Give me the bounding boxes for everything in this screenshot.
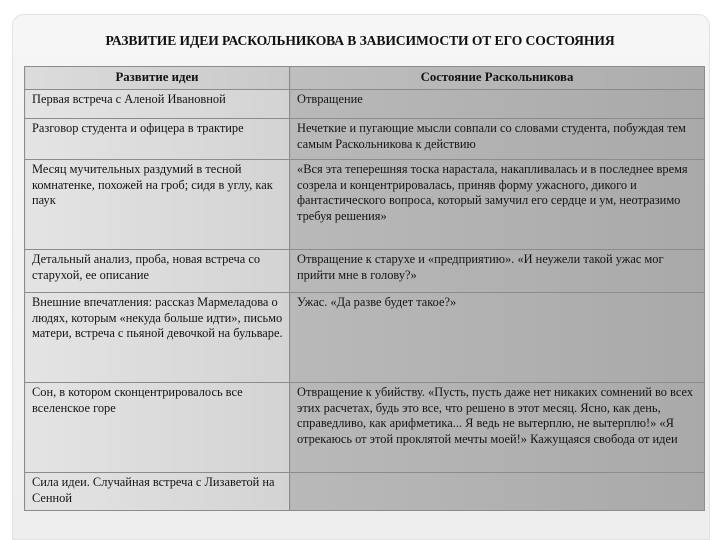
state-cell: Отвращение к старухе и «предприятию». «И неужели такой ужас мог прийти мне в голову?»: [290, 250, 705, 293]
state-cell: Отвращение к убийству. «Пусть, пусть даже нет никаких сомнений во всех этих расчетах, будь это все, что решено в этот месяц. Ясно, как день, справедливо, как арифметика... Я ведь не вытерплю, не вытерплю!» «Я отрекаюсь от этой проклятой мечты моей!» Кажущаяся свобода от идеи: [290, 383, 705, 473]
idea-cell: Сон, в котором сконцентрировалось все вселенское горе: [25, 383, 290, 473]
table-row: [25, 160, 705, 250]
table-row: [25, 90, 705, 119]
state-cell: Отвращение: [290, 90, 705, 119]
idea-cell: Сила идеи. Случайная встреча с Лизаветой на Сенной: [25, 473, 290, 511]
state-cell: [290, 473, 705, 511]
table-header-row: [25, 67, 705, 90]
ideas-table: [24, 66, 705, 511]
state-cell: «Вся эта теперешняя тоска нарастала, накапливалась и в последнее время созрела и концентрировалась, приняв форму ужасного, дикого и фантастического вопроса, который замучил его сердце и ум, неотразимо требуя решения»: [290, 160, 705, 250]
table-row: [25, 473, 705, 511]
idea-cell: Детальный анализ, проба, новая встреча со старухой, ее описание: [25, 250, 290, 293]
column-header-state: Состояние Раскольникова: [290, 67, 705, 90]
idea-cell: Первая встреча с Аленой Ивановной: [25, 90, 290, 119]
table-row: [25, 250, 705, 293]
table-row: [25, 119, 705, 160]
column-header-idea: Развитие идеи: [25, 67, 290, 90]
state-cell: Ужас. «Да разве будет такое?»: [290, 293, 705, 383]
state-cell: Нечеткие и пугающие мысли совпали со словами студента, побуждая тем самым Раскольникова к действию: [290, 119, 705, 160]
table-row: [25, 383, 705, 473]
idea-cell: Внешние впечатления: рассказ Мармеладова о людях, которым «некуда больше идти», письмо матери, встреча с пьяной девочкой на бульваре.: [25, 293, 290, 383]
table-row: [25, 293, 705, 383]
slide-title: РАЗВИТИЕ ИДЕИ РАСКОЛЬНИКОВА В ЗАВИСИМОСТИ ОТ ЕГО СОСТОЯНИЯ: [105, 33, 615, 48]
idea-cell: Месяц мучительных раздумий в тесной комнатенке, похожей на гроб; сидя в углу, как паук: [25, 160, 290, 250]
idea-cell: Разговор студента и офицера в трактире: [25, 119, 290, 160]
